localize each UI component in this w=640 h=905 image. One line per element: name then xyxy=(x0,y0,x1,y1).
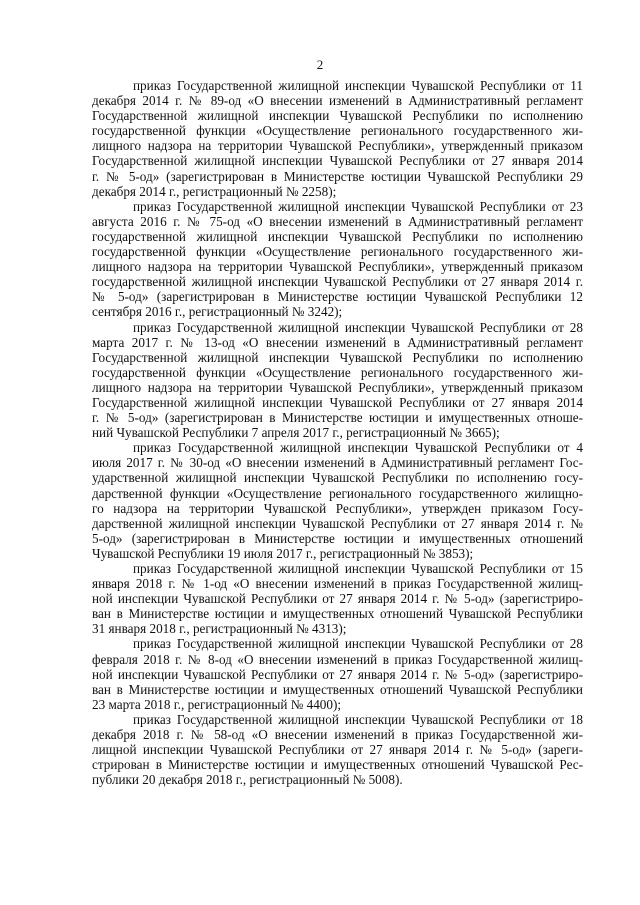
order-paragraph xyxy=(92,320,583,441)
paragraph-line: Государственной жилищной инспекции Чувашской Республики от 27 января 2014 xyxy=(92,394,583,410)
paragraph-line: Государственной жилищной инспекции Чувашской Республики по исполнению xyxy=(92,108,583,124)
paragraph-line: лищного надзора на территории Чувашской Республики», утвержденный приказом xyxy=(92,379,583,395)
paragraph-line: приказ Государственной жилищной инспекции Чувашской Республики от 4 xyxy=(133,440,583,456)
paragraph-line: 23 марта 2018 г., регистрационный № 4400); xyxy=(92,696,342,712)
paragraph-line: лищного надзора на территории Чувашской Республики», утвержденный приказом xyxy=(92,259,583,275)
order-paragraph xyxy=(92,199,583,320)
paragraph-line: лищного надзора на территории Чувашской Республики», утвержденный приказом xyxy=(92,138,583,154)
paragraph-line: декабря 2018 г. № 58-од «О внесении изменений в приказ Государственной жи- xyxy=(92,727,583,743)
paragraph-line: ной инспекции Чувашской Республики от 27 января 2014 г. № 5-од» (зарегистриро- xyxy=(92,591,583,607)
paragraph-line: государственной функции «Осуществление регионального государственного жи- xyxy=(92,244,583,260)
paragraph-line: приказ Государственной жилищной инспекции Чувашской Республики от 28 xyxy=(133,636,583,652)
paragraph-line: государственной жилищной инспекции Чувашской Республики от 27 января 2014 г. xyxy=(92,274,583,290)
paragraph-line: приказ Государственной жилищной инспекции Чувашской Республики от 18 xyxy=(133,711,583,727)
paragraph-line: ний Чувашской Республики 7 апреля 2017 г., регистрационный № 3665); xyxy=(92,425,500,441)
paragraph-line: № 5-од» (зарегистрирован в Министерстве юстиции Чувашской Республики 12 xyxy=(92,289,583,305)
paragraph-line: приказ Государственной жилищной инспекции Чувашской Республики от 15 xyxy=(133,561,583,576)
paragraph-line: лищной инспекции Чувашской Республики от 27 января 2014 г. № 5-од» (зареги- xyxy=(92,742,583,758)
paragraph-line: марта 2017 г. № 13-од «О внесении изменений в Административный регламент xyxy=(92,334,583,350)
paragraph-line: ударственной жилищной инспекции Чувашской Республики по исполнению госу- xyxy=(92,470,583,486)
page-number: 2 xyxy=(316,57,324,72)
order-paragraph xyxy=(92,440,583,561)
paragraph-line: февраля 2018 г. № 8-од «О внесении изменений в приказ Государственной жилищ- xyxy=(92,651,583,667)
paragraph-line: государственной функции «Осуществление регионального государственного жи- xyxy=(92,364,583,380)
paragraph-line: государственной жилищной инспекции Чувашской Республики по исполнению xyxy=(92,228,583,244)
paragraph-line: января 2018 г. № 1-од «О внесении изменений в приказ Государственной жилищ- xyxy=(92,576,583,592)
paragraph-line: г. № 5-од» (зарегистрирован в Министерстве юстиции Чувашской Республики 29 xyxy=(92,168,583,184)
paragraph-line: приказ Государственной жилищной инспекции Чувашской Республики от 28 xyxy=(133,319,583,335)
paragraph-line: августа 2016 г. № 75-од «О внесении изменений в Административный регламент xyxy=(92,213,583,229)
paragraph-line: приказ Государственной жилищной инспекции Чувашской Республики от 11 xyxy=(133,78,583,93)
order-paragraph xyxy=(92,712,583,787)
paragraph-line: декабря 2014 г., регистрационный № 2258); xyxy=(92,183,337,199)
paragraph-line: публики 20 декабря 2018 г., регистрационный № 5008). xyxy=(92,772,403,788)
paragraph-line: 31 января 2018 г., регистрационный № 4313); xyxy=(92,621,347,637)
document-body xyxy=(92,78,583,787)
paragraph-line: г. № 5-од» (зарегистрирован в Министерстве юстиции и имущественных отноше- xyxy=(92,410,583,426)
paragraph-line: ван в Министерстве юстиции и имущественных отношений Чувашской Республики xyxy=(92,606,583,622)
paragraph-line: Государственной жилищной инспекции Чувашской Республики от 27 января 2014 xyxy=(92,153,583,169)
paragraph-line: дарственной жилищной инспекции Чувашской Республики от 27 января 2014 г. № xyxy=(92,515,583,531)
paragraph-line: го надзора на территории Чувашской Республики», утвержден приказом Госу- xyxy=(92,500,583,516)
paragraph-line: декабря 2014 г. № 89-од «О внесении изменений в Административный регламент xyxy=(92,93,583,109)
order-paragraph xyxy=(92,636,583,711)
paragraph-line: сентября 2016 г., регистрационный № 3242); xyxy=(92,304,343,320)
paragraph-line: ван в Министерстве юстиции и имущественных отношений Чувашской Республики xyxy=(92,681,583,697)
paragraph-line: стрирован в Министерстве юстиции и имущественных отношений Чувашской Рес- xyxy=(92,757,583,773)
paragraph-line: дарственной функции «Осуществление регионального государственного жилищно- xyxy=(92,485,583,501)
order-paragraph xyxy=(92,78,583,199)
order-paragraph xyxy=(92,561,583,636)
paragraph-line: Чувашской Республики 19 июля 2017 г., регистрационный № 3853); xyxy=(92,545,474,561)
paragraph-line: Государственной жилищной инспекции Чувашской Республики по исполнению xyxy=(92,349,583,365)
paragraph-line: 5-од» (зарегистрирован в Министерстве юстиции и имущественных отношений xyxy=(92,530,583,546)
paragraph-line: июля 2017 г. № 30-од «О внесении изменений в Административный регламент Гос- xyxy=(92,455,583,471)
paragraph-line: приказ Государственной жилищной инспекции Чувашской Республики от 23 xyxy=(133,198,583,214)
paragraph-line: ной инспекции Чувашской Республики от 27 января 2014 г. № 5-од» (зарегистриро- xyxy=(92,666,583,682)
paragraph-line: государственной функции «Осуществление регионального государственного жи- xyxy=(92,123,583,139)
